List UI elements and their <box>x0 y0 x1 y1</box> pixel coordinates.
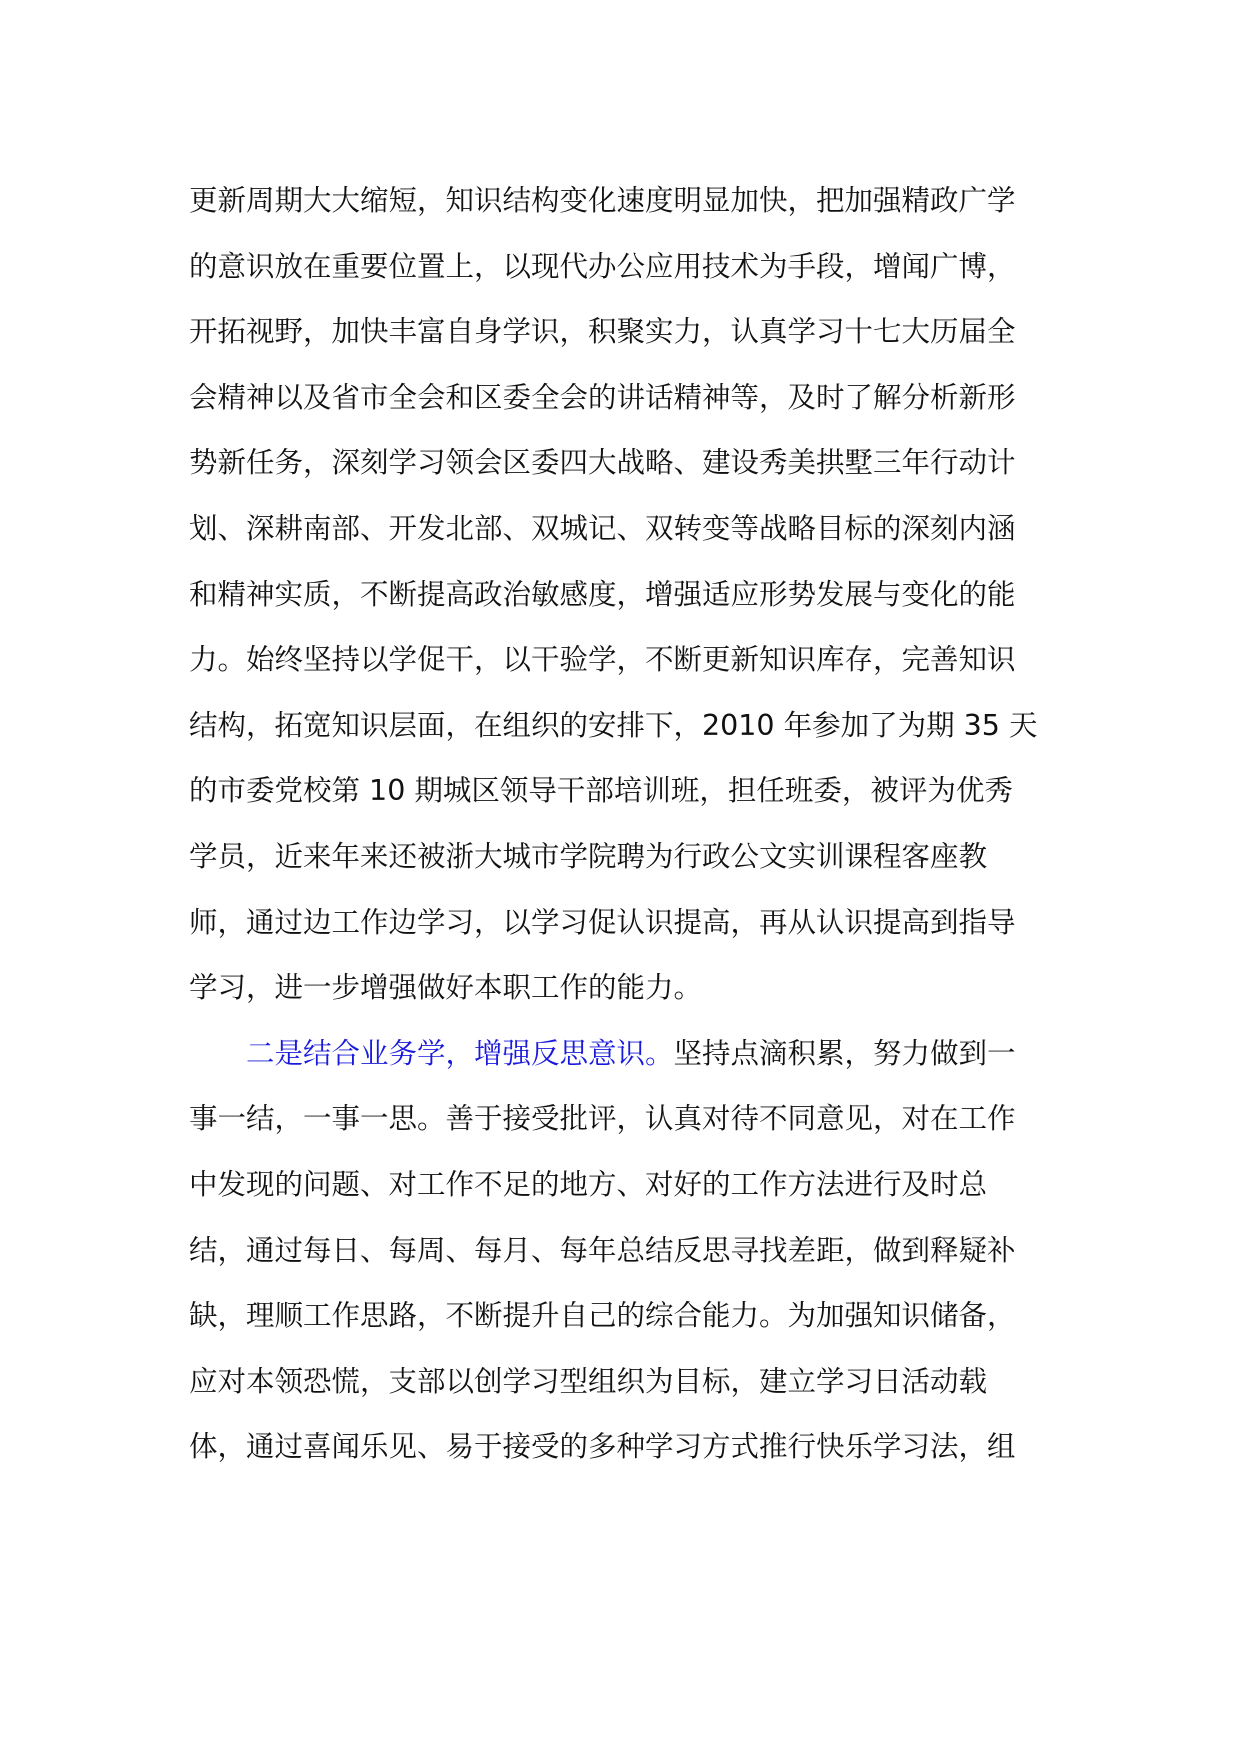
paragraph-2-first-line <box>189 1021 1069 1087</box>
text-line: 体，通过喜闻乐见、易于接受的多种学习方式推行快乐学习法，组 <box>189 1430 1016 1464</box>
text-line: 会精神以及省市全会和区委全会的讲话精神等，及时了解分析新形 <box>189 380 1016 414</box>
text-line: 学习，进一步增强做好本职工作的能力。 <box>189 971 703 1005</box>
paragraph-2-heading: 二是结合业务学，增强反思意识。 <box>246 1036 674 1070</box>
text-line: 更新周期大大缩短，知识结构变化速度明显加快，把加强精政广学 <box>189 184 1016 217</box>
text-line: 中发现的问题、对工作不足的地方、对好的工作方法进行及时总 <box>189 1167 988 1201</box>
text-line: 师，通过边工作边学习，以学习促认识提高，再从认识提高到指导 <box>189 905 1016 939</box>
text-line: 开拓视野，加快丰富自身学识，积聚实力，认真学习十七大历届全 <box>189 315 1016 349</box>
text-line: 力。始终坚持以学促干，以干验学，不断更新知识库存，完善知识 <box>189 643 1016 677</box>
text-line: 结，通过每日、每周、每月、每年总结反思寻找差距，做到释疑补 <box>189 1233 1016 1267</box>
text-line: 结构，拓宽知识层面，在组织的安排下，2010 年参加了为期 35 天 <box>189 708 1038 742</box>
text-line: 势新任务，深刻学习领会区委四大战略、建设秀美拱墅三年行动计 <box>189 446 1016 480</box>
text-line: 的意识放在重要位置上，以现代办公应用技术为手段，增闻广博， <box>189 249 1016 283</box>
text-line: 和精神实质，不断提高政治敏感度，增强适应形势发展与变化的能 <box>189 577 1016 611</box>
text-line: 的市委党校第 10 期城区领导干部培训班，担任班委，被评为优秀 <box>189 774 1013 808</box>
text-line: 应对本领恐慌，支部以创学习型组织为目标，建立学习日活动载 <box>189 1364 988 1398</box>
text-line: 事一结，一事一思。善于接受批评，认真对待不同意见，对在工作 <box>189 1102 1016 1136</box>
text-line: 缺，理顺工作思路，不断提升自己的综合能力。为加强知识储备， <box>189 1299 1016 1333</box>
text-line: 划、深耕南部、开发北部、双城记、双转变等战略目标的深刻内涵 <box>189 511 1016 545</box>
document-body <box>189 168 1069 1480</box>
paragraph-2-first-line-text: 坚持点滴积累，努力做到一 <box>673 1036 1016 1070</box>
text-line: 学员，近来年来还被浙大城市学院聘为行政公文实训课程客座教 <box>189 839 988 873</box>
